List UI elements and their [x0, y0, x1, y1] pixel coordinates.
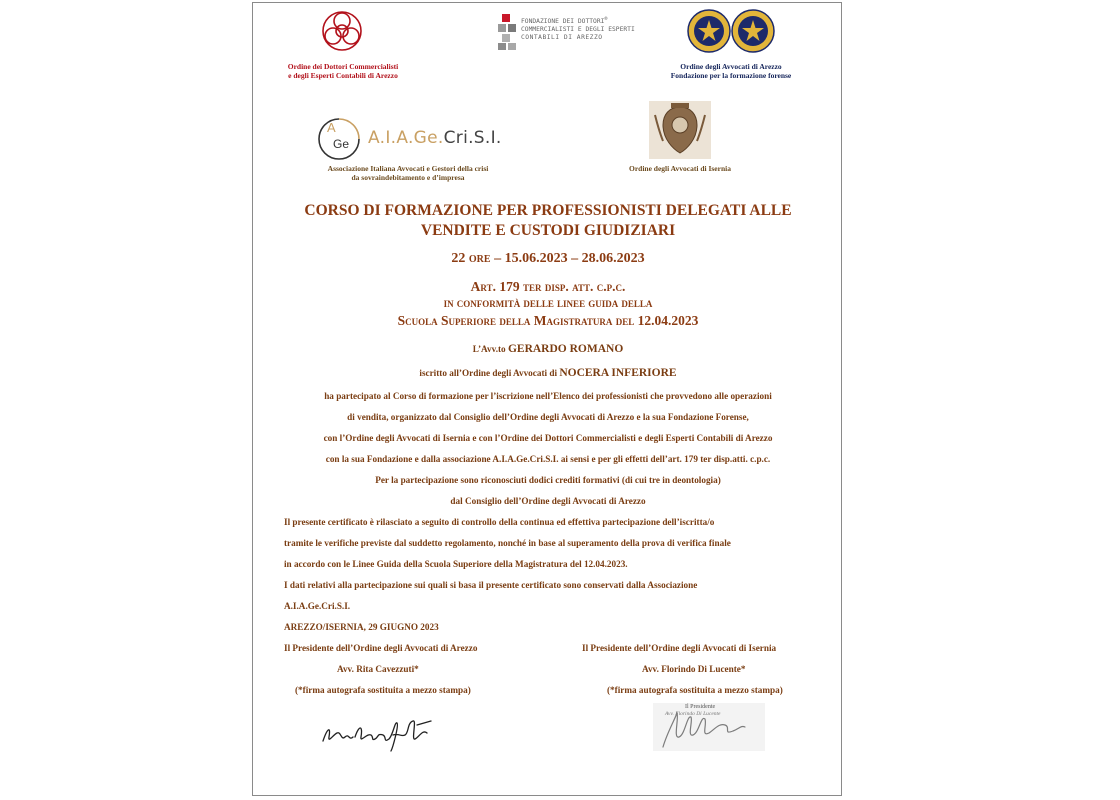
isernia-crest-icon [649, 101, 711, 159]
certificate-line-4: I dati relativi alla partecipazione sui quali si basa il presente certificato sono conservati dalla Associazione [284, 580, 698, 590]
body-line-2: di vendita, organizzato dal Consiglio dell’Ordine degli Avvocati di Arezzo e la sua Fondazione Forense, [347, 412, 749, 422]
aiage-text2: Cri.S.I. [443, 128, 502, 148]
avvocati-arezzo-caption-line2: Fondazione per la formazione forense [670, 71, 792, 80]
course-title-line2: VENDITE E CUSTODI GIUDIZIARI [420, 222, 676, 239]
participant-name: GERARDO ROMANO [507, 343, 624, 355]
odcec-knot-icon [317, 8, 367, 54]
body-line-1: ha partecipato al Corso di formazione per l’iscrizione nell’Elenco dei professionisti che provvedono alle operazioni [324, 391, 772, 401]
aiage-caption [313, 164, 503, 182]
fondazione-logo [497, 12, 635, 52]
certificate-line-2: tramite le verifiche previste dal suddetto regolamento, nonché in base al superamento della prova di verifica finale [284, 538, 731, 548]
registered-mark: ® [604, 16, 608, 22]
aiage-text: A.I.A.Ge. [368, 128, 444, 148]
participant-order-prefix: iscritto all’Ordine degli Avvocati di [419, 368, 560, 378]
aiage-caption-line1: Associazione Italiana Avvocati e Gestori della crisi [327, 164, 489, 173]
odcec-caption-line2: e degli Esperti Contabili di Arezzo [288, 71, 398, 80]
guidelines-line: in conformità delle linee guida della [443, 296, 653, 310]
right-signature-stamp [653, 703, 765, 751]
course-title-line1: CORSO DI FORMAZIONE PER PROFESSIONISTI DELEGATI ALLE [304, 202, 792, 219]
odcec-caption [278, 62, 408, 80]
right-signatory-note: (*firma autografa sostituita a mezzo stampa) [607, 685, 783, 695]
certificate-line-5: A.I.A.Ge.Cri.S.I. [284, 601, 351, 611]
aiage-logo [317, 117, 507, 163]
body-line-5: Per la partecipazione sono riconosciuti dodici crediti formativi (di cui tre in deontologia) [375, 475, 721, 485]
avvocati-arezzo-caption [651, 62, 811, 80]
right-signatory-title: Il Presidente dell’Ordine degli Avvocati di Isernia [582, 643, 777, 653]
article-reference: Art. 179 ter disp. att. c.p.c. [470, 279, 626, 294]
left-signatory-name: Avv. Rita Cavezzuti* [337, 664, 419, 674]
participant-order-line [253, 367, 843, 379]
certificate-line-1: Il presente certificato è rilasciato a seguito di controllo della continua ed effettiva partecipazione dell’iscritta/o [284, 517, 715, 527]
participant-line [253, 343, 843, 355]
course-hours-dates: 22 ore – 15.06.2023 – 28.06.2023 [451, 251, 645, 266]
fondazione-line2: COMMERCIALISTI E DEGLI ESPERTI [521, 26, 635, 34]
left-signatory-note: (*firma autografa sostituita a mezzo stampa) [295, 685, 471, 695]
right-signatory-name: Avv. Florindo Di Lucente* [642, 664, 746, 674]
left-signature [319, 711, 434, 753]
odcec-logo [317, 8, 367, 54]
participant-order-city: NOCERA INFERIORE [559, 367, 677, 379]
fondazione-line3: CONTABILI DI AREZZO [521, 34, 603, 42]
left-signatory-title: Il Presidente dell’Ordine degli Avvocati di Arezzo [284, 643, 478, 653]
fondazione-line1: FONDAZIONE DEI DOTTORI® [521, 16, 608, 26]
isernia-caption: Ordine degli Avvocati di Isernia [629, 164, 731, 173]
place-date: AREZZO/ISERNIA, 29 GIUGNO 2023 [284, 622, 439, 632]
right-stamp-title: Il Presidente [685, 704, 716, 710]
certificate-line-3: in accordo con le Linee Guida della Scuola Superiore della Magistratura del 12.04.2023. [284, 559, 628, 569]
fondazione-puzzle-icon [497, 12, 519, 52]
right-stamp-name: Avv. Florindo Di Lucente [665, 711, 721, 717]
avvocati-arezzo-seals [687, 8, 777, 54]
odcec-caption-line1: Ordine dei Dottori Commercialisti [287, 62, 399, 71]
left-signature-icon [319, 711, 434, 753]
body-line-6: dal Consiglio dell’Ordine degli Avvocati di Arezzo [450, 496, 646, 506]
isernia-logo [649, 101, 711, 159]
certificate-page [252, 2, 842, 796]
body-line-4: con la sua Fondazione e dalla associazione A.I.A.Ge.Cri.S.I. ai sensi e per gli effetti dell’art. 179 ter disp.atti. c.p.c. [325, 454, 771, 464]
body-line-3: con l’Ordine degli Avvocati di Isernia e con l’Ordine dei Dottori Commercialisti e degli Esperti Contabili di Arezzo [323, 433, 773, 443]
aiage-circle-a: A [327, 120, 336, 135]
aiage-circle-ge: Ge [333, 137, 350, 151]
participant-prefix: L’Avv.to [472, 344, 508, 354]
right-signature-icon [653, 703, 765, 751]
arezzo-seals-icon [687, 8, 777, 54]
aiage-caption-line2: da sovraindebitamento e d’impresa [351, 173, 465, 182]
magistratura-line: Scuola Superiore della Magistratura del 12.04.2023 [397, 313, 699, 328]
avvocati-arezzo-caption-line1: Ordine degli Avvocati di Arezzo [680, 62, 782, 71]
